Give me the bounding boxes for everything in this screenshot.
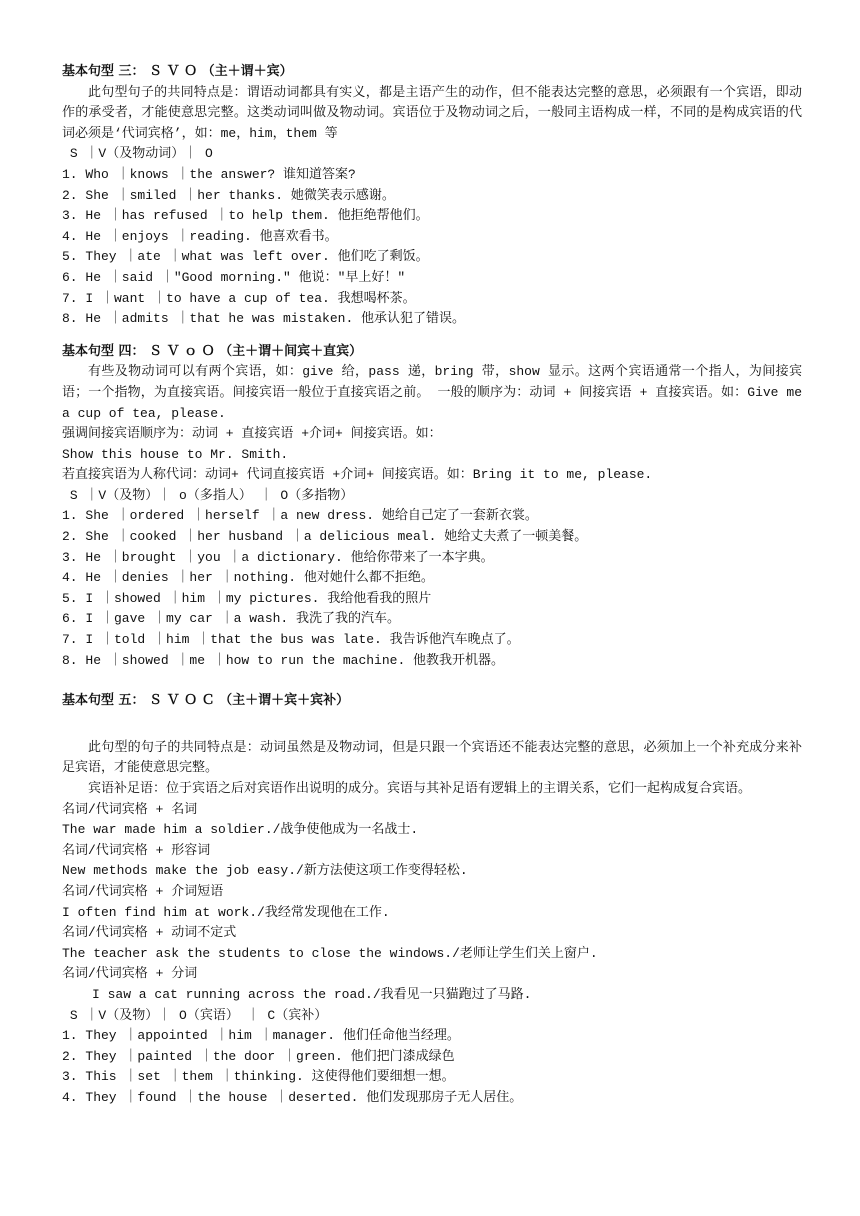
- section-3-paragraph: 此句型句子的共同特点是：谓语动词都具有实义，都是主语产生的动作，但不能表达完整的意思，必须跟有一个宾语，即动作的承受者，才能使意思完整。这类动词叫做及物动词。宾语位于及物动词之后，一般同主语构成一样，不同的是构成宾语的代词必须是‘代词宾格’，如：me，him，them 等: [62, 84, 802, 141]
- complement-type: 名词/代词宾格 + 介词短语: [62, 883, 224, 899]
- section-3-examples: [62, 165, 802, 330]
- complement-example: I often find him at work./我经常发现他在工作.: [62, 904, 390, 920]
- example-item: 2. She ｜cooked ｜her husband ｜a delicious meal. 她给丈夫煮了一顿美餐。: [62, 529, 588, 545]
- section-5-paragraph-1: 此句型的句子的共同特点是：动词虽然是及物动词，但是只跟一个宾语还不能表达完整的意思，必须加上一个补充成分来补足宾语，才能使意思完整。: [62, 739, 802, 776]
- example-item: 3. He ｜brought ｜you ｜a dictionary. 他给你带来了一本字典。: [62, 549, 494, 565]
- example-item: 8. He ｜admits ｜that he was mistaken. 他承认犯了错误。: [62, 311, 466, 327]
- example-item: 4. He ｜enjoys ｜reading. 他喜欢看书。: [62, 228, 338, 244]
- section-4-pronoun-line: 若直接宾语为人称代词：动词+ 代词直接宾语 +介词+ 间接宾语。如：Bring it to me, please.: [62, 467, 653, 483]
- example-item: 6. He ｜said ｜"Good morning." 他说："早上好！": [62, 269, 406, 285]
- section-4-example-line: Show this house to Mr. Smith.: [62, 446, 289, 462]
- section-4-examples: [62, 506, 802, 671]
- section-5-pattern: S ｜V（及物）｜ O（宾语） ｜ C（宾补）: [62, 1007, 328, 1023]
- section-4-heading: 基本句型 四： Ｓ Ｖ ｏ Ｏ （主＋谓＋间宾＋直宾）: [62, 343, 363, 359]
- example-item: 5. They ｜ate ｜what was left over. 他们吃了剩饭。: [62, 249, 429, 265]
- section-5-examples: [62, 1026, 802, 1108]
- complement-example: I saw a cat running across the road./我看见一只猫跑过了马路.: [92, 986, 532, 1002]
- complement-type: 名词/代词宾格 + 名词: [62, 801, 198, 817]
- example-item: 4. He ｜denies ｜her ｜nothing. 他对她什么都不拒绝。: [62, 570, 434, 586]
- section-3-pattern: S ｜V（及物动词）｜ O: [62, 146, 213, 162]
- section-5-paragraph-2: 宾语补足语：位于宾语之后对宾语作出说明的成分。宾语与其补足语有逻辑上的主谓关系，它们一起构成复合宾语。: [88, 781, 752, 796]
- example-item: 5. I ｜showed ｜him ｜my pictures. 我给他看我的照片: [62, 590, 432, 606]
- example-item: 6. I ｜gave ｜my car ｜a wash. 我洗了我的汽车。: [62, 611, 401, 627]
- complement-type: 名词/代词宾格 + 形容词: [62, 842, 211, 858]
- example-item: 3. This ｜set ｜them ｜thinking. 这使得他们要细想一想。: [62, 1069, 455, 1085]
- complement-example: New methods make the job easy./新方法使这项工作变得轻松.: [62, 863, 468, 879]
- section-5-heading: 基本句型 五： Ｓ Ｖ Ｏ Ｃ （主＋谓＋宾＋宾补）: [62, 693, 350, 709]
- example-item: 7. I ｜want ｜to have a cup of tea. 我想喝杯茶。: [62, 290, 416, 306]
- example-item: 8. He ｜showed ｜me ｜how to run the machine. 他教我开机器。: [62, 652, 505, 668]
- section-3-heading: 基本句型 三： Ｓ Ｖ Ｏ （主＋谓＋宾）: [62, 64, 293, 79]
- complement-type: 名词/代词宾格 + 分词: [62, 966, 198, 982]
- example-item: 1. Who ｜knows ｜the answer? 谁知道答案?: [62, 166, 356, 182]
- example-item: 2. She ｜smiled ｜her thanks. 她微笑表示感谢。: [62, 187, 395, 203]
- example-item: 4. They ｜found ｜the house ｜deserted. 他们发现那房子无人居住。: [62, 1089, 523, 1105]
- document-page: [62, 62, 802, 1109]
- complement-example: The teacher ask the students to close the windows./老师让学生们关上窗户.: [62, 945, 598, 961]
- section-4-emphasis-line: 强调间接宾语顺序为：动词 + 直接宾语 +介词+ 间接宾语。如：: [62, 426, 442, 442]
- complement-type: 名词/代词宾格 + 动词不定式: [62, 925, 237, 941]
- section-4-pattern: S ｜V（及物）｜ o（多指人） ｜ O（多指物）: [62, 487, 354, 503]
- example-item: 7. I ｜told ｜him ｜that the bus was late. 我告诉他汽车晚点了。: [62, 632, 520, 648]
- section-5-complement-examples: [62, 800, 802, 1006]
- example-item: 3. He ｜has refused ｜to help them. 他拒绝帮他们。: [62, 208, 429, 224]
- example-item: 1. They ｜appointed ｜him ｜manager. 他们任命他当经理。: [62, 1028, 460, 1044]
- example-item: 1. She ｜ordered ｜herself ｜a new dress. 她给自己定了一套新衣裳。: [62, 508, 538, 524]
- section-4-paragraph: 有些及物动词可以有两个宾语，如：give 给，pass 递，bring 带，show 显示。这两个宾语通常一个指人，为间接宾语；一个指物，为直接宾语。间接宾语一般位于直接宾语之前。 一般的顺序为：动词 + 间接宾语 + 直接宾语。如：Give me a cup of tea, please.: [62, 364, 802, 421]
- example-item: 2. They ｜painted ｜the door ｜green. 他们把门漆成绿色: [62, 1048, 455, 1064]
- complement-example: The war made him a soldier./战争使他成为一名战士.: [62, 822, 419, 838]
